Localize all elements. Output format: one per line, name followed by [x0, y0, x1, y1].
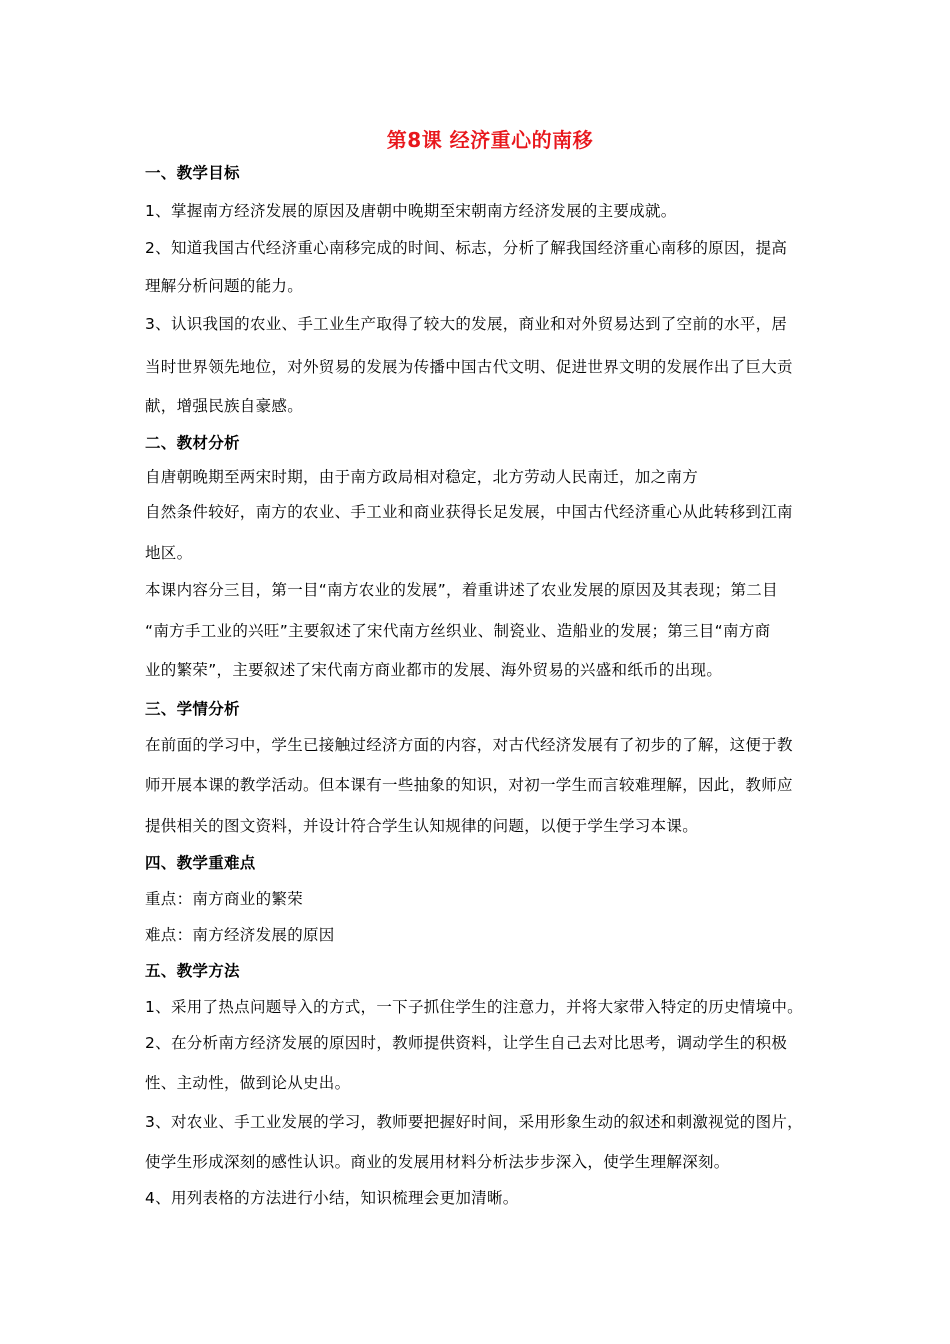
material-line-4: 本课内容分三目，第一目“南方农业的发展”，着重讲述了农业发展的原因及其表现；第二目 [145, 581, 778, 599]
material-line-3: 地区。 [145, 544, 193, 562]
section-heading-material: 二、教材分析 [145, 434, 240, 452]
method-line-1: 1、采用了热点问题导入的方式，一下子抓住学生的注意力，并将大家带入特定的历史情境中。 [145, 998, 803, 1016]
key-point-line: 重点：南方商业的繁荣 [145, 890, 304, 908]
objective-line-3: 理解分析问题的能力。 [145, 277, 304, 295]
students-line-3: 提供相关的图文资料，并设计符合学生认知规律的问题，以便于学生学习本课。 [145, 817, 699, 835]
section-heading-key-points: 四、教学重难点 [145, 854, 256, 872]
material-line-5: “南方手工业的兴旺”主要叙述了宋代南方丝织业、制瓷业、造船业的发展；第三目“南方商 [145, 622, 771, 640]
method-line-5: 使学生形成深刻的感性认识。商业的发展用材料分析法步步深入，使学生理解深刻。 [145, 1153, 730, 1171]
section-heading-students: 三、学情分析 [145, 700, 240, 718]
objective-line-1: 1、掌握南方经济发展的原因及唐朝中晚期至宋朝南方经济发展的主要成就。 [145, 202, 677, 220]
section-heading-objectives: 一、教学目标 [145, 164, 240, 182]
lesson-title: 第8课 经济重心的南移 [386, 128, 594, 152]
method-line-6: 4、用列表格的方法进行小结，知识梳理会更加清晰。 [145, 1189, 519, 1207]
objective-line-4: 3、认识我国的农业、手工业生产取得了较大的发展，商业和对外贸易达到了空前的水平，居 [145, 315, 788, 333]
difficult-point-line: 难点：南方经济发展的原因 [145, 926, 335, 944]
method-line-2: 2、在分析南方经济发展的原因时，教师提供资料，让学生自己去对比思考，调动学生的积极 [145, 1034, 788, 1052]
method-line-3: 性、主动性，做到论从史出。 [145, 1074, 351, 1092]
objective-line-6: 献，增强民族自豪感。 [145, 397, 304, 415]
objective-line-2: 2、知道我国古代经济重心南移完成的时间、标志，分析了解我国经济重心南移的原因，提高 [145, 239, 788, 257]
section-heading-methods: 五、教学方法 [145, 962, 240, 980]
material-line-6: 业的繁荣”，主要叙述了宋代南方商业都市的发展、海外贸易的兴盛和纸币的出现。 [145, 661, 723, 679]
students-line-1: 在前面的学习中，学生已接触过经济方面的内容，对古代经济发展有了初步的了解，这便于教 [145, 736, 793, 754]
objective-line-5: 当时世界领先地位，对外贸易的发展为传播中国古代文明、促进世界文明的发展作出了巨大贡 [145, 358, 793, 376]
material-line-1: 自唐朝晚期至两宋时期，由于南方政局相对稳定，北方劳动人民南迁，加之南方 [145, 468, 699, 486]
students-line-2: 师开展本课的教学活动。但本课有一些抽象的知识，对初一学生而言较难理解，因此，教师应 [145, 776, 793, 794]
method-line-4: 3、对农业、手工业发展的学习，教师要把握好时间，采用形象生动的叙述和刺激视觉的图片， [145, 1113, 803, 1131]
material-line-2: 自然条件较好，南方的农业、手工业和商业获得长足发展，中国古代经济重心从此转移到江南 [145, 503, 793, 521]
